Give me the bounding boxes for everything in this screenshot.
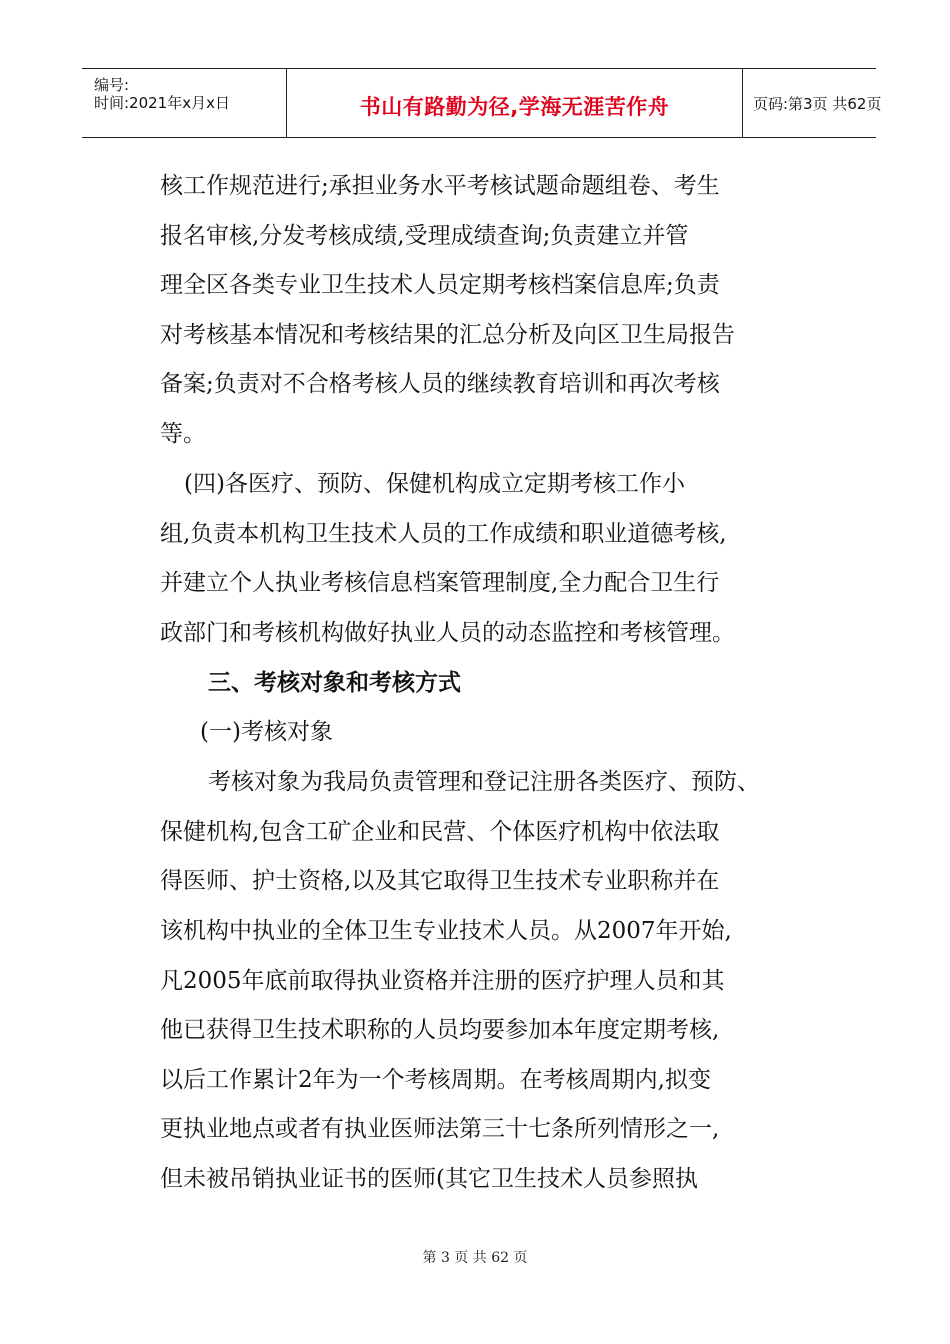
body-line: 他已获得卫生技术职称的人员均要参加本年度定期考核, — [160, 1017, 720, 1043]
body-line: 以后工作累计2年为一个考核周期。在考核周期内,拟变 — [160, 1067, 711, 1093]
header-page-cell — [743, 69, 882, 137]
body-line: 等。 — [160, 421, 206, 447]
body-line: 但未被吊销执业证书的医师(其它卫生技术人员参照执 — [160, 1166, 698, 1192]
body-line: 得医师、护士资格,以及其它取得卫生技术专业职称并在 — [160, 868, 720, 894]
body-line: 报名审核,分发考核成绩,受理成绩查询;负责建立并管 — [160, 223, 689, 249]
body-line: 理全区各类专业卫生技术人员定期考核档案信息库;负责 — [160, 272, 720, 298]
section-heading: 三、考核对象和考核方式 — [208, 670, 461, 696]
body-line: 核工作规范进行;承担业务水平考核试题命题组卷、考生 — [160, 173, 720, 199]
header-page-code: 页码:第3页 共62页 — [753, 95, 882, 113]
header-motto-cell — [286, 69, 743, 137]
body-line: 该机构中执业的全体卫生专业技术人员。从2007年开始, — [160, 918, 732, 944]
body-line: 更执业地点或者有执业医师法第三十七条所列情形之一, — [160, 1116, 720, 1142]
page-footer: 第 3 页 共 62 页 — [422, 1250, 528, 1266]
body-line: 考核对象为我局负责管理和登记注册各类医疗、预防、 — [208, 769, 760, 795]
header-meta-cell — [82, 69, 286, 137]
body-line: 凡2005年底前取得执业资格并注册的医疗护理人员和其 — [160, 968, 725, 994]
body-line: 政部门和考核机构做好执业人员的动态监控和考核管理。 — [160, 620, 735, 646]
body-line: 并建立个人执业考核信息档案管理制度,全力配合卫生行 — [160, 570, 720, 596]
page-header — [82, 68, 882, 138]
header-motto: 书山有路勤为径,学海无涯苦作舟 — [359, 95, 670, 119]
subsection-heading: (一)考核对象 — [200, 719, 333, 745]
serial-number-label: 编号: — [94, 76, 130, 94]
body-line: 备案;负责对不合格考核人员的继续教育培训和再次考核 — [160, 371, 720, 397]
body-line: (四)各医疗、预防、保健机构成立定期考核工作小 — [184, 471, 685, 497]
date-label: 时间:2021年x月x日 — [94, 94, 230, 112]
body-line: 组,负责本机构卫生技术人员的工作成绩和职业道德考核, — [160, 521, 727, 547]
body-line: 对考核基本情况和考核结果的汇总分析及向区卫生局报告 — [160, 322, 735, 348]
body-line: 保健机构,包含工矿企业和民营、个体医疗机构中依法取 — [160, 819, 720, 845]
